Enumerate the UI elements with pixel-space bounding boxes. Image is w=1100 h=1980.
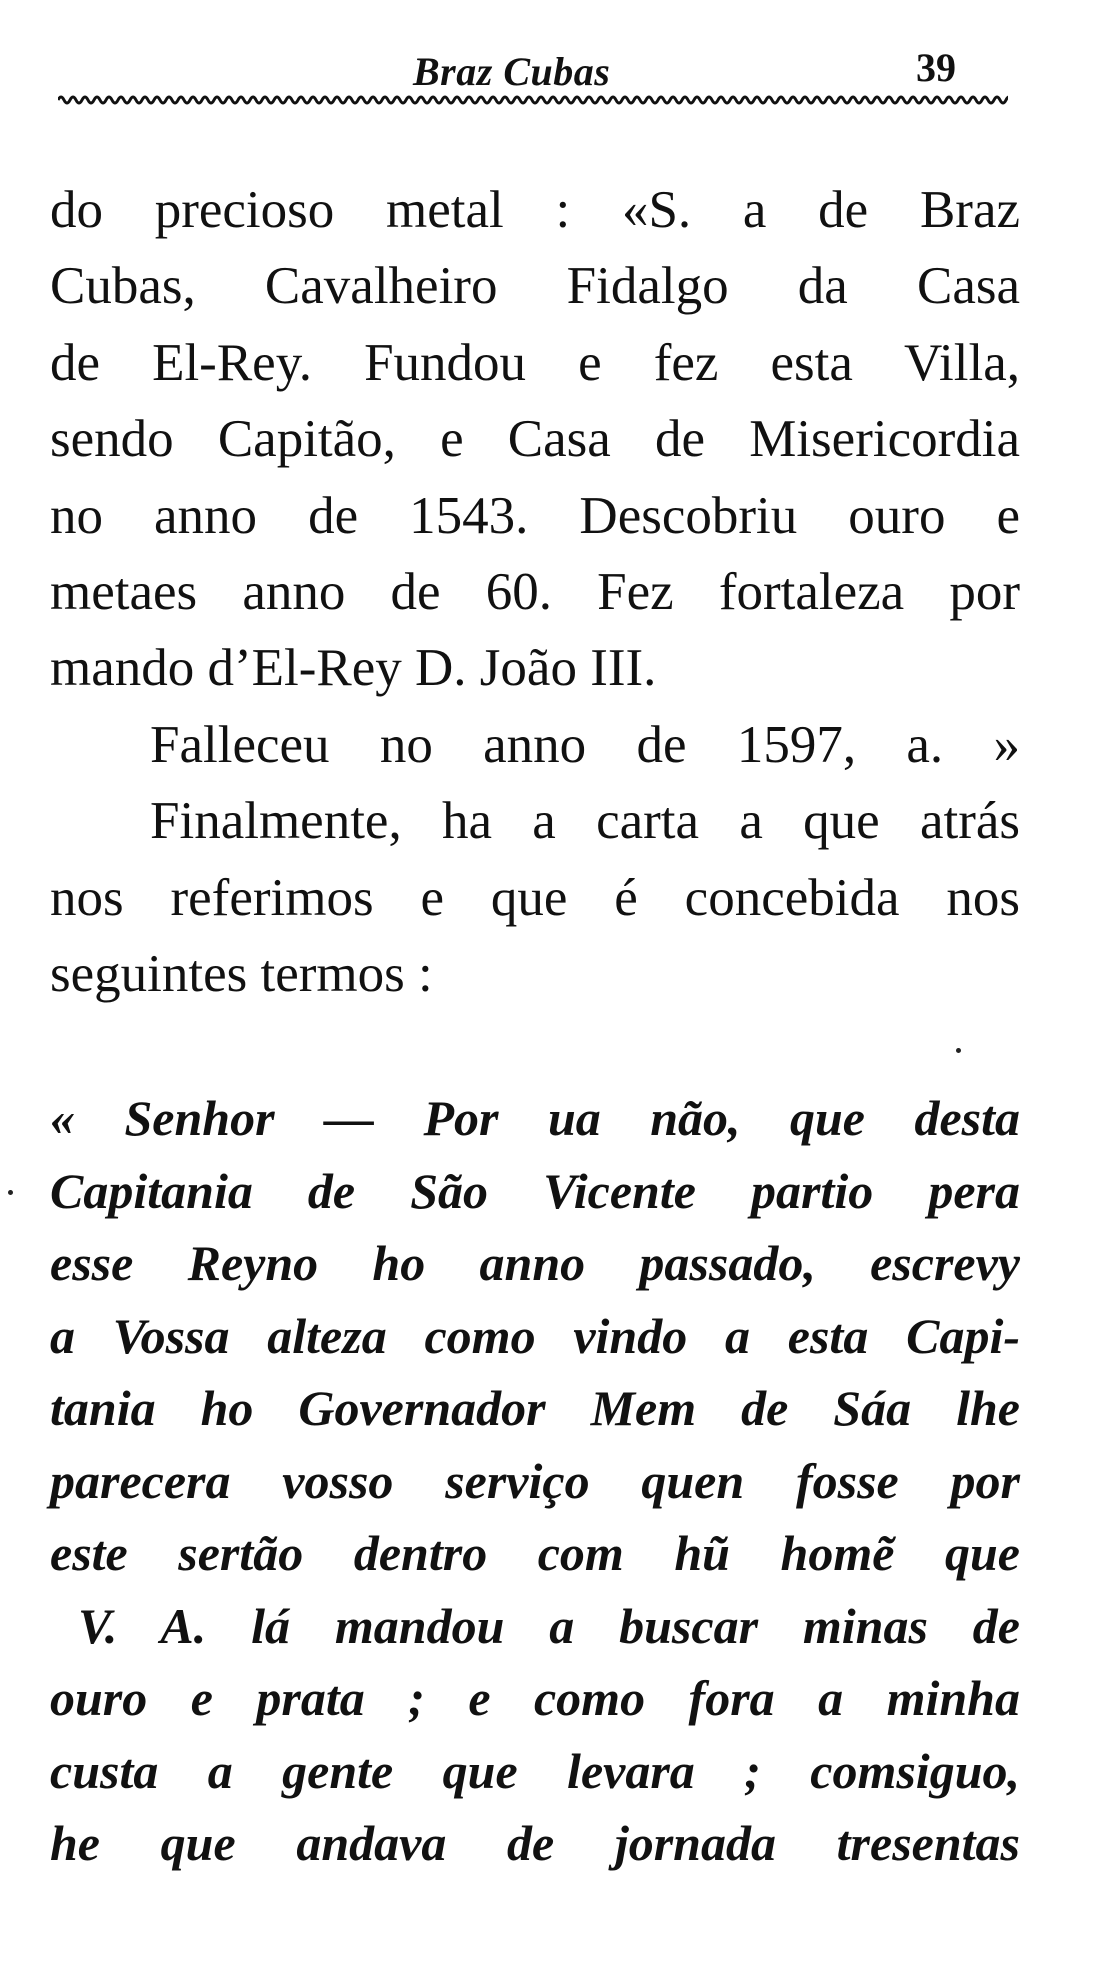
prose-line: mando d’El-Rey D. João III. <box>50 639 657 698</box>
quoted-letter-block <box>50 1082 1020 1880</box>
prose-line: Finalmente, ha a carta a que atrás <box>150 792 1020 851</box>
wavy-rule-divider <box>58 92 1008 108</box>
prose-line: seguintes termos : <box>50 944 433 1003</box>
page-number: 39 <box>916 45 956 90</box>
letter-line: Capitania de São Vicente partio pera <box>50 1162 1020 1219</box>
running-header <box>58 38 1008 108</box>
letter-line: « Senhor — Por ua não, que desta <box>50 1090 1020 1146</box>
letter-line: custa a gente que levara ; comsiguo, <box>50 1742 1020 1799</box>
prose-line: nos referimos e que é concebida nos <box>50 868 1020 927</box>
letter-line: este sertão dentro com hũ homẽ que <box>50 1525 1020 1581</box>
letter-line: he que andava de jornada tresentas <box>50 1815 1020 1871</box>
prose-line: Falleceu no anno de 1597, a. » <box>150 715 1020 774</box>
prose-line: sendo Capitão, e Casa de Misericordia <box>50 410 1020 469</box>
prose-line: de El-Rey. Fundou e fez esta Villa, <box>50 333 1020 392</box>
letter-line: a Vossa alteza como vindo a esta Capi- <box>50 1307 1020 1364</box>
prose-block <box>50 172 1020 1012</box>
letter-line: esse Reyno ho anno passado, escrevy <box>50 1235 1020 1291</box>
prose-line: no anno de 1543. Descobriu ouro e <box>50 486 1020 545</box>
letter-line: tania ho Governador Mem de Sáa lhe <box>50 1380 1020 1436</box>
letter-line: V. A. lá mandou a buscar minas de <box>78 1597 1020 1654</box>
prose-line: metaes anno de 60. Fez fortaleza por <box>50 562 1020 621</box>
prose-line: do precioso metal : «S. a de Braz <box>50 181 1020 239</box>
print-speck <box>956 1048 961 1053</box>
running-title: Braz Cubas <box>413 49 611 94</box>
print-speck <box>8 1190 13 1195</box>
letter-line: parecera vosso serviço quen fosse por <box>50 1452 1020 1509</box>
letter-line: ouro e prata ; e como fora a minha <box>50 1670 1020 1726</box>
prose-line: Cubas, Cavalheiro Fidalgo da Casa <box>50 257 1020 316</box>
